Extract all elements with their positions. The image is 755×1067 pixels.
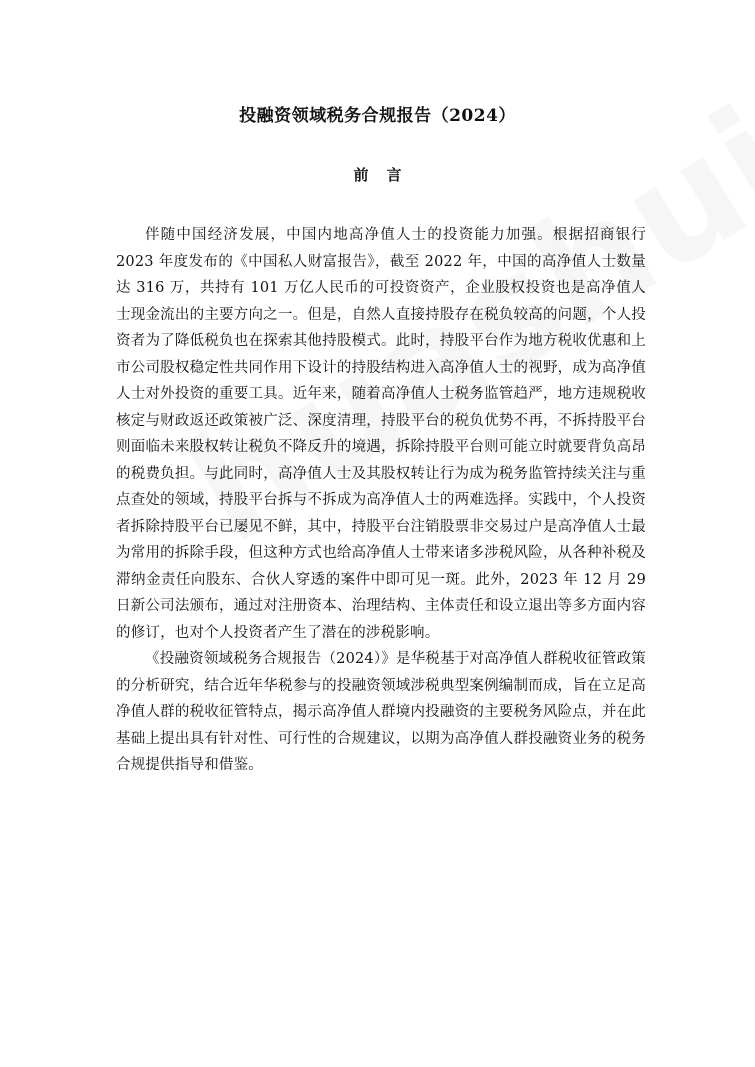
section-title: 前言 [353, 166, 420, 184]
document-title: 投融资领域税务合规报告（2024） [239, 106, 516, 126]
paragraph-1: 伴随中国经济发展，中国内地高净值人士的投资能力加强。根据招商银行2023 年度发布的《中国私人财富报告》，截至 2022 年，中国的高净值人士数量达 316 万，共持有 101 万亿人民币的可投资资产，企业股权投资也是高净值人士现金流出的主要方向之一。但是，自然人直接持股存在税负较高的问题，个人投资者为了降低税负也在探索其他持股模式。此时，持股平台作为地方税收优惠和上市公司股权稳定性共同作用下设计的持股结构进入高净值人士的视野，成为高净值人士对外投资的重要工具。近年来，随着高净值人士税务监管趋严，地方违规税收核定与财政返还政策被广泛、深度清理，持股平台的税负优势不再，不拆持股平台则面临未来股权转让税负不降反升的境遇，拆除持股平台则可能立时就要背负高昂的税费负担。与此同时，高净值人士及其股权转让行为成为税务监管持续关注与重点查处的领域，持股平台拆与不拆成为高净值人士的两难选择。实践中，个人投资者拆除持股平台已屡见不鲜，其中，持股平台注销股票非交易过户是高净值人士最为常用的拆除手段，但这种方式也给高净值人士带来诸多涉税风险，从各种补税及滞纳金责任向股东、合伙人穿透的案件中即可见一斑。此外，2023 年 12 月 29 日新公司法颁布，通过对注册资本、治理结构、主体责任和设立退出等多方面内容的修订，也对个人投资者产生了潜在的涉税影响。 [116, 227, 646, 641]
paragraph-2: 《投融资领域税务合规报告（2024）》是华税基于对高净值人群税收征管政策的分析研究，结合近年华税参与的投融资领域涉税典型案例编制而成，旨在立足高净值人群的税收征管特点，揭示高净值人群境内投融资的主要税务风险点，并在此基础上提出具有针对性、可行性的合规建议，以期为高净值人群投融资业务的税务合规提供指导和借鉴。 [116, 651, 646, 773]
document-body [116, 222, 646, 779]
